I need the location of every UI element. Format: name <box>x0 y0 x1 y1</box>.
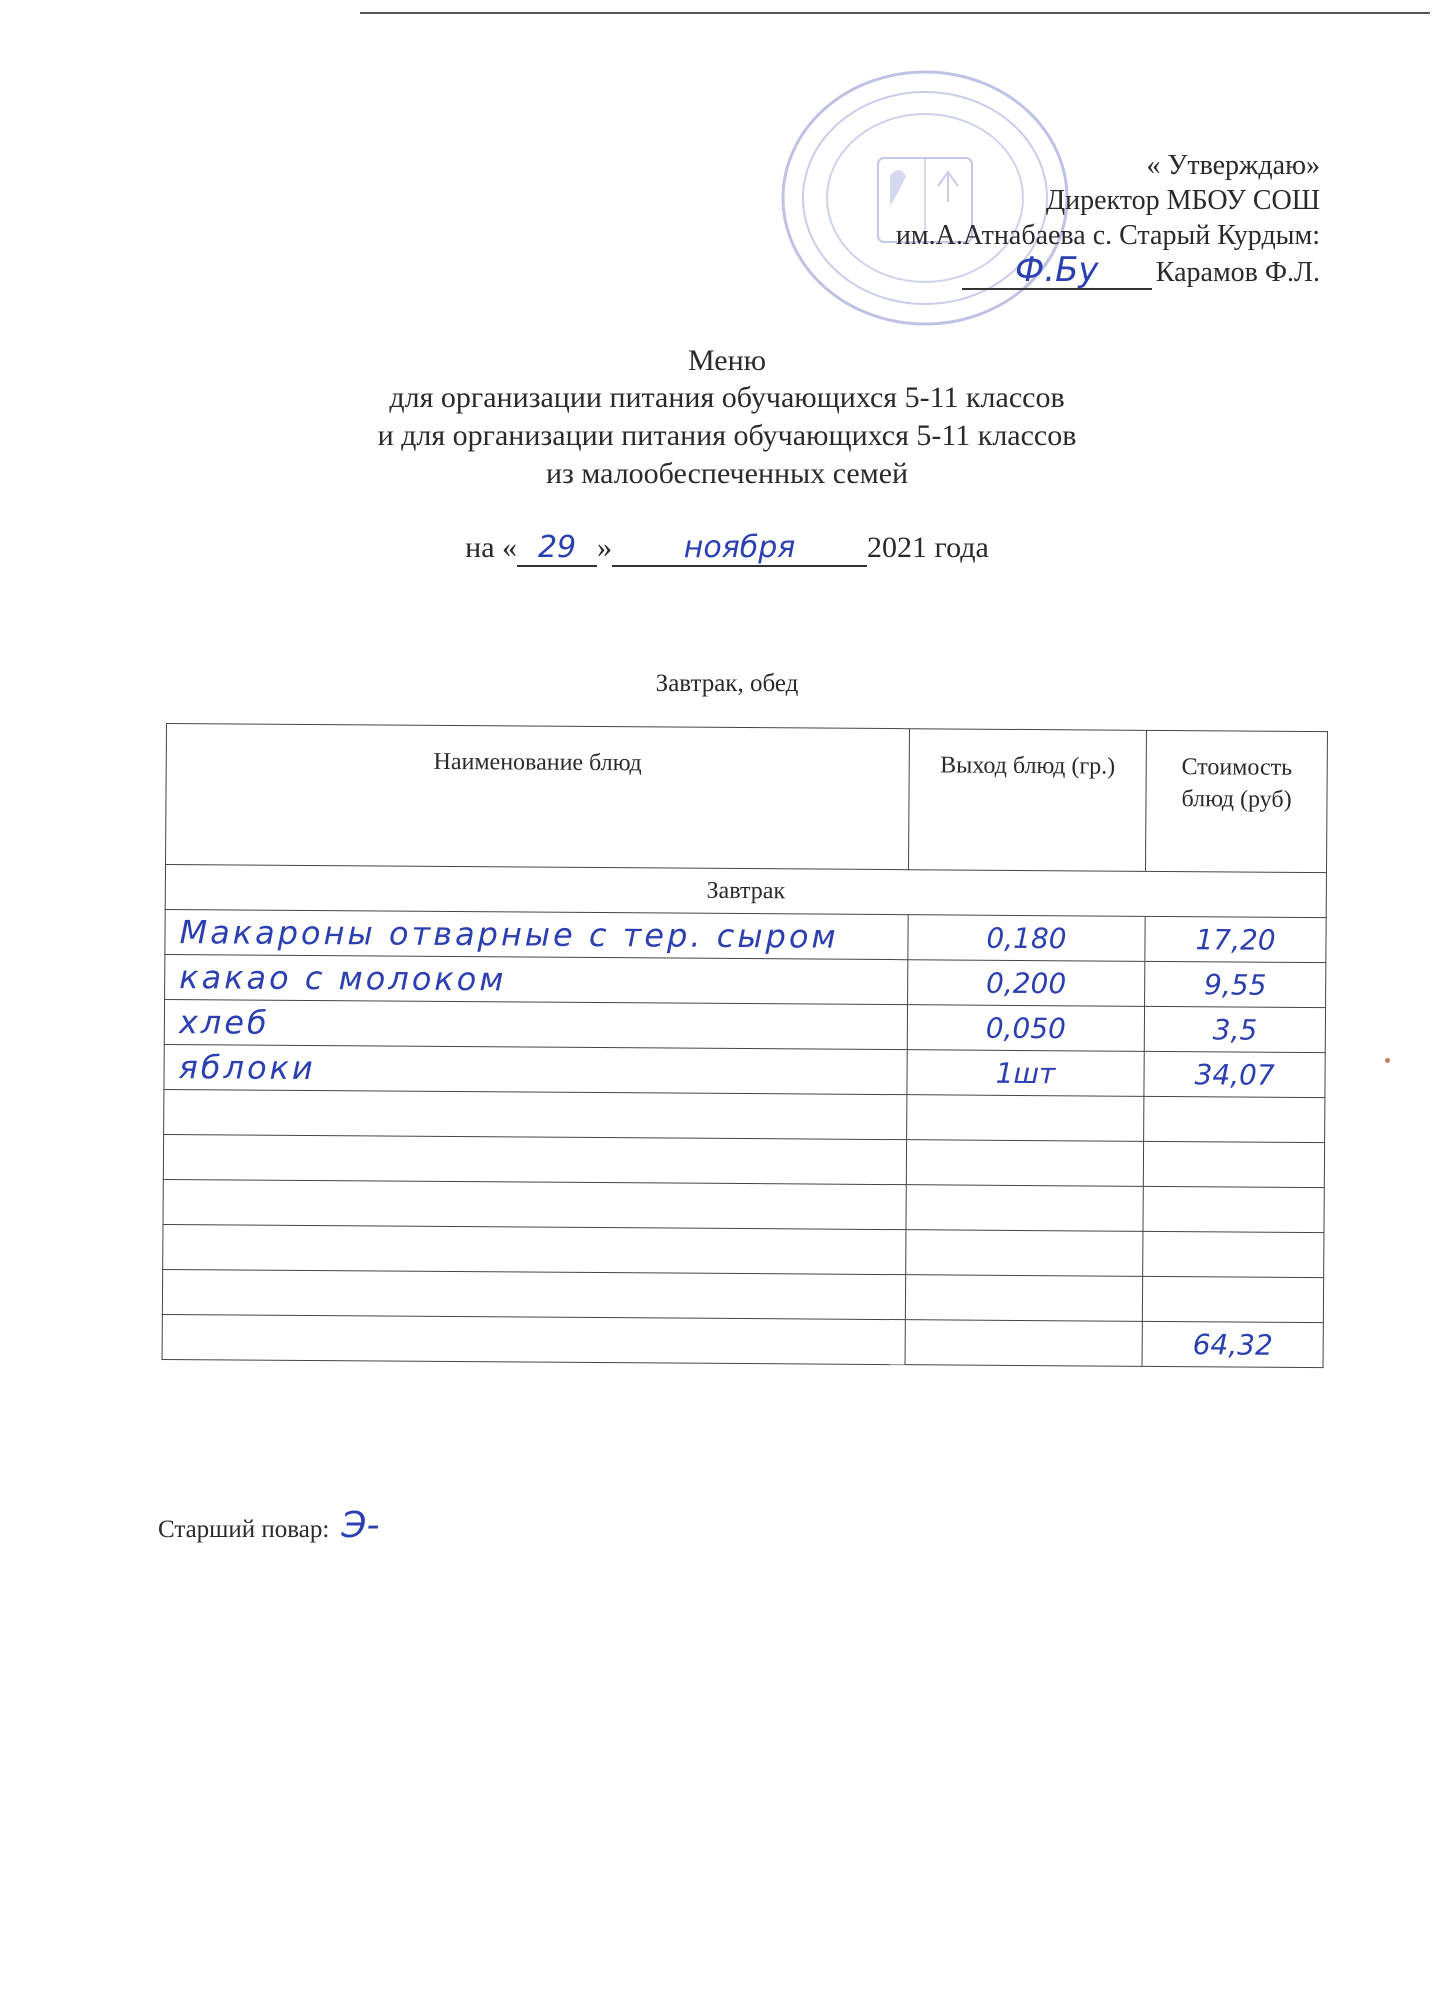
empty-cell <box>906 1095 1144 1142</box>
approval-signature-line <box>840 250 1320 290</box>
dish-weight: 0,050 <box>907 1005 1145 1052</box>
director-name: Карамов Ф.Л. <box>1155 257 1320 288</box>
total-row <box>162 1314 1323 1367</box>
dish-name: хлеб <box>164 999 907 1049</box>
date-year: 2021 года <box>867 531 989 564</box>
approval-position: Директор МБОУ СОШ <box>1045 185 1320 216</box>
approval-heading: « Утверждаю» <box>1146 150 1320 181</box>
table-row <box>165 954 1326 1007</box>
table-row <box>164 999 1325 1052</box>
head-cook-signature-line <box>158 1505 379 1546</box>
table-row <box>164 1044 1325 1097</box>
empty-cell <box>906 1140 1144 1187</box>
dish-weight: 0,180 <box>908 915 1146 962</box>
empty-cell <box>1143 1231 1324 1277</box>
empty-cell <box>1143 1276 1324 1322</box>
dish-weight: 1шт <box>907 1050 1145 1097</box>
date-mid: » <box>597 531 613 564</box>
empty-row <box>163 1224 1324 1277</box>
date-prefix: на « <box>465 531 518 564</box>
dish-weight: 0,200 <box>907 960 1145 1007</box>
empty-cell <box>1143 1141 1324 1187</box>
empty-row <box>162 1269 1323 1322</box>
empty-cell <box>905 1275 1143 1322</box>
menu-table <box>162 723 1328 1368</box>
section-label: Завтрак <box>165 865 1326 918</box>
empty-cell <box>905 1320 1143 1367</box>
scan-speck <box>1385 1058 1390 1063</box>
empty-cell <box>163 1134 906 1184</box>
dish-name: какао с молоком <box>165 954 908 1004</box>
dish-price: 34,07 <box>1144 1051 1325 1097</box>
empty-cell <box>906 1185 1144 1232</box>
empty-cell <box>905 1230 1143 1277</box>
document-subtitle-2: и для организации питания обучающихся 5-11 классов <box>377 419 1077 452</box>
dish-price: 9,55 <box>1145 961 1326 1007</box>
head-cook-signature: Э- <box>341 1505 380 1546</box>
head-cook-label: Старший повар: <box>158 1516 330 1543</box>
table-row <box>165 909 1326 962</box>
document-subtitle-3: из малообеспеченных семей <box>545 457 909 490</box>
header-dish-name: Наименование блюд <box>166 724 910 870</box>
empty-cell <box>163 1224 906 1274</box>
director-signature: Ф.Бу <box>962 253 1152 290</box>
empty-cell <box>1143 1186 1324 1232</box>
header-cost: Стоимость блюд (руб) <box>1146 730 1328 872</box>
scan-edge-line <box>360 12 1430 14</box>
empty-row <box>164 1089 1325 1142</box>
document-title: Меню <box>687 344 767 377</box>
header-portion: Выход блюд (гр.) <box>908 729 1146 872</box>
section-row-breakfast <box>165 865 1326 918</box>
dish-name: яблоки <box>164 1044 907 1094</box>
total-price: 64,32 <box>1142 1321 1323 1367</box>
dish-price: 17,20 <box>1145 916 1326 962</box>
empty-cell <box>1144 1096 1325 1142</box>
document-subtitle-1: для организации питания обучающихся 5-11 классов <box>389 381 1065 414</box>
empty-cell <box>162 1314 905 1364</box>
approval-school: им.А.Атнабаева с. Старый Курдым: <box>895 220 1320 251</box>
approval-block <box>840 148 1320 290</box>
meal-title: Завтрак, обед <box>655 670 799 697</box>
empty-cell <box>164 1089 907 1139</box>
dish-name: Макароны отварные с тер. сыром <box>165 909 908 959</box>
empty-row <box>163 1134 1324 1187</box>
dish-price: 3,5 <box>1144 1006 1325 1052</box>
date-day: 29 <box>517 530 597 567</box>
date-month: ноября <box>612 530 867 567</box>
menu-date <box>0 530 1454 567</box>
empty-cell <box>163 1179 906 1229</box>
table-header-row <box>166 724 1328 873</box>
empty-row <box>163 1179 1324 1232</box>
empty-cell <box>162 1269 905 1319</box>
